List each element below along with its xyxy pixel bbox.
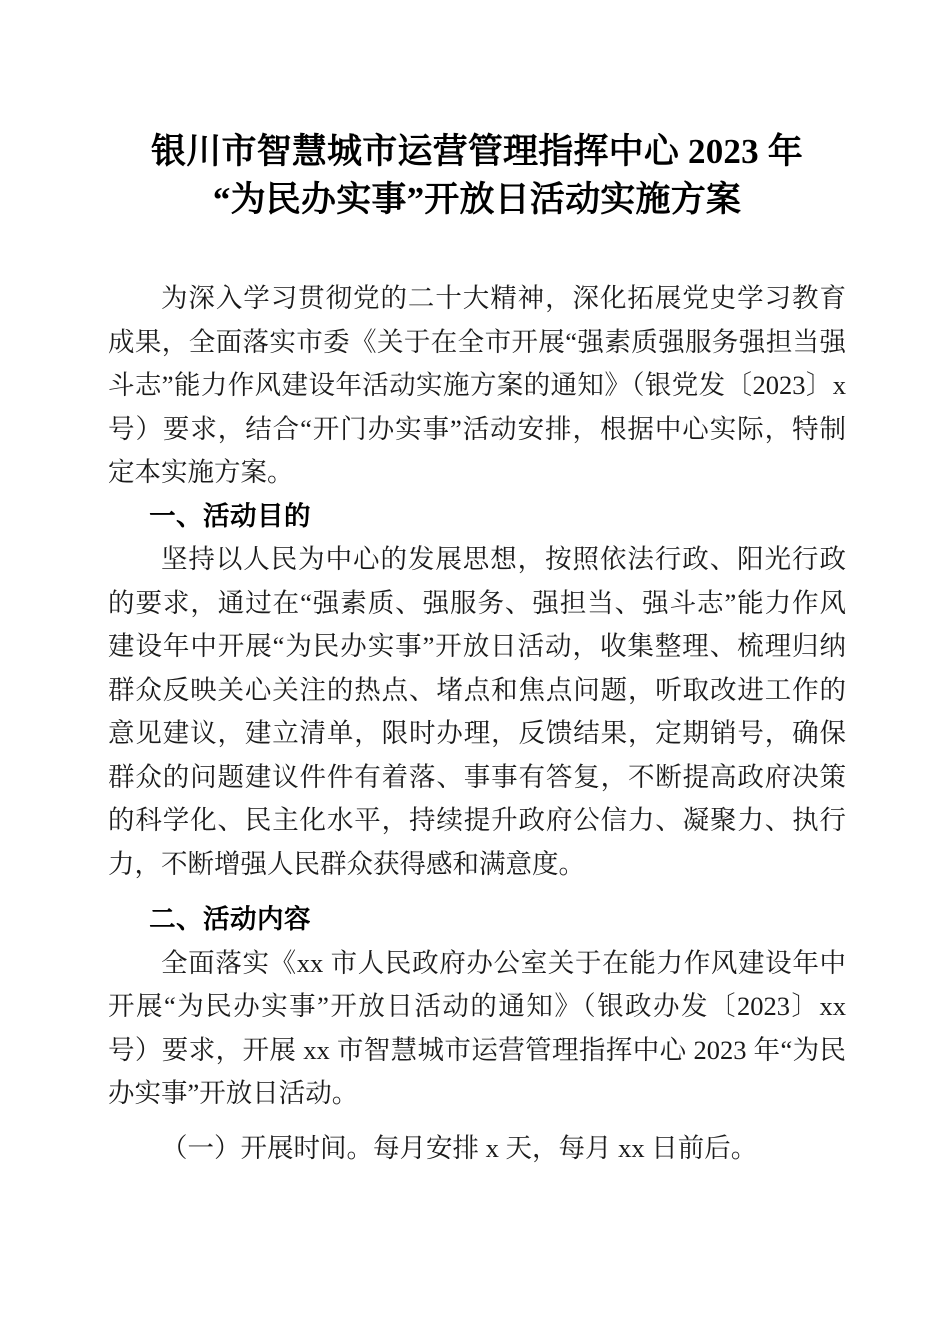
intro-paragraph: 为深入学习贯彻党的二十大精神，深化拓展党史学习教育成果，全面落实市委《关于在全市开展“强素质强服务强担当强斗志”能力作风建设年活动实施方案的通知》（银党发〔2023〕x 号）要求，结合“开门办实事”活动安排，根据中心实际，特制定本实施方案。 — [108, 283, 846, 487]
section-heading-2: 二、活动内容 — [149, 904, 312, 934]
section-2-sub-item-1: （一）开展时间。每月安排 x 天，每月 xx 日前后。 — [161, 1132, 758, 1163]
page-title — [108, 0, 846, 224]
section-1-paragraph: 坚持以人民为中心的发展思想，按照依法行政、阳光行政的要求，通过在“强素质、强服务、强担当、强斗志”能力作风建设年中开展“为民办实事”开放日活动，收集整理、梳理归纳群众反映关心关注的热点、堵点和焦点问题，听取改进工作的意见建议，建立清单，限时办理，反馈结果，定期销号，确保群众的问题建议件件有着落、事事有答复，不断提高政府决策的科学化、民主化水平，持续提升政府公信力、凝聚力、执行力，不断增强人民群众获得感和满意度。 — [108, 544, 846, 879]
page-title-line-2: “为民办实事”开放日活动实施方案 — [212, 180, 742, 219]
section-2-paragraph: 全面落实《xx 市人民政府办公室关于在能力作风建设年中开展“为民办实事”开放日活动的通知》（银政办发〔2023〕xx 号）要求，开展 xx 市智慧城市运营管理指挥中心 2023 年“为民办实事”开放日活动。 — [108, 947, 846, 1108]
document-content — [108, 0, 846, 1170]
section-heading-1: 一、活动目的 — [149, 500, 312, 531]
page-title-line-1: 银川市智慧城市运营管理指挥中心 2023 年 — [151, 132, 803, 171]
